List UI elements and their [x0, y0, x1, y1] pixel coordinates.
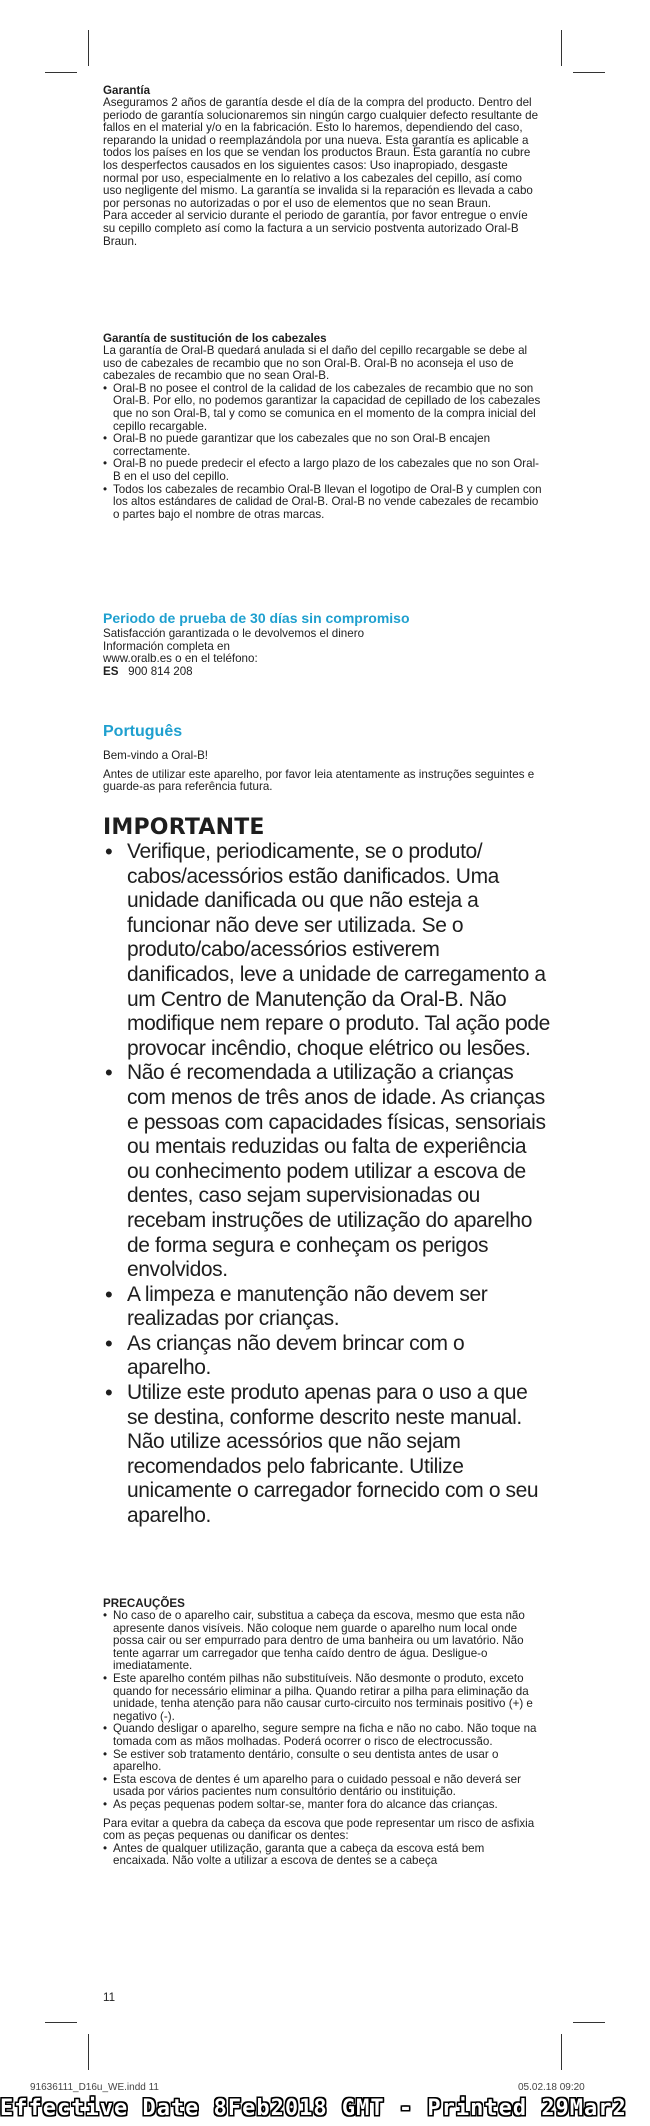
- crop-mark-bottom-left-v: [88, 2034, 89, 2070]
- crop-mark-top-left-v: [88, 30, 89, 66]
- garantia-body: Aseguramos 2 años de garantía desde el día de la compra del producto. Dentro del periodo de garantía solucionaremos sin ningún cargo cualquier defecto resultante de fallos en el material y/o en la fabricación. Esto lo haremos, dependiendo del caso, reparando la unidad o reemplazándola por una nueva. Esta garantía es aplicable a todos los países en los que se vendan los productos Braun. Esta garantía no cubre los desperfectos causados en los siguientes casos: Uso inapropiado, desgaste normal por uso, especialmente en lo relativo a los cabezales del cepillo, así como uso negligente del mismo. La garantía se invalida si la reparación es llevada a cabo por personas no autorizadas o por el uso de elementos que no sean Braun.: [103, 96, 539, 210]
- sustitucion-title: Garantía de sustitución de los cabezales: [103, 332, 327, 345]
- portugues-welcome: Bem-vindo a Oral-B!: [103, 749, 209, 762]
- crop-mark-top-right-v: [561, 30, 562, 66]
- list-item: • No caso de o aparelho cair, substitua a cabeça da escova, mesmo que esta não apresente danos visíveis. Não coloque nem guarde o aparelho num local onde possa cair ou ser empurrado para dentro de uma banheira ou um lavatório. Não tente agarrar um carregador que tenha caído dentro de água. Desligue-o imediatamente.: [103, 1610, 543, 1673]
- list-item: • As peças pequenas podem soltar-se, manter fora do alcance das crianças.: [103, 1799, 543, 1812]
- precaucoes-para: Para evitar a quebra da cabeça da escova que pode representar um risco de asfixia com as peças pequenas ou danificar os dentes:: [103, 1816, 535, 1843]
- crop-mark-top-right-h: [573, 72, 605, 73]
- garantia-body-2: Para acceder al servicio durante el periodo de garantía, por favor entregue o envíe su cepillo completo así como la factura a un servicio postventa autorizado Oral-B Braun.: [103, 209, 528, 248]
- crop-mark-bottom-right-v: [561, 2034, 562, 2070]
- prueba-section: [103, 610, 543, 678]
- precaucoes-list-2: [103, 1843, 543, 1868]
- list-item: • Verifique, periodicamente, se o produto/ cabos/acessórios estão danificados. Uma unidade danificada ou que não esteja a funcionar não deve ser utilizada. Se o produto/cabo/acessórios estiverem danificados, leve a unidade de carregamento a um Centro de Manutenção da Oral-B. Não modifique nem repare o produto. Tal ação pode provocar incêndio, choque elétrico ou lesões.: [103, 840, 551, 1061]
- list-item: • Não é recomendada a utilização a crianças com menos de três anos de idade. As crianças e pessoas com capacidades físicas, sensoriais ou mentais reduzidas ou falta de experiência ou conhecimento podem utilizar a escova de dentes, caso sejam supervisionadas ou recebam instruções de utilização do aparelho de forma segura e conheçam os perigos envolvidos.: [103, 1061, 551, 1282]
- importante-section: [103, 816, 551, 1529]
- sustitucion-section: [103, 332, 543, 521]
- phone-number: 900 814 208: [128, 664, 193, 678]
- print-stamp: Effective Date 8Feb2018 GMT - Printed 29Mar2: [0, 2096, 627, 2121]
- crop-mark-bottom-right-h: [573, 2022, 605, 2023]
- list-item: • Oral-B no posee el control de la calidad de los cabezales de recambio que no son Oral-B. Por ello, no podemos garantizar la capacidad de cepillado de los cabezales que no son Oral-B, tal y como se comunica en el momento de la compra inicial del cepillo recargable.: [103, 383, 543, 433]
- page-number: 11: [103, 1991, 116, 2004]
- list-item: • Oral-B no puede garantizar que los cabezales que no son Oral-B encajen correctamente.: [103, 433, 543, 458]
- portugues-intro: Antes de utilizar este aparelho, por favor leia atentamente as instruções seguintes e guarde-as para referência futura.: [103, 767, 535, 794]
- list-item: • Se estiver sob tratamento dentário, consulte o seu dentista antes de usar o aparelho.: [103, 1749, 543, 1774]
- sustitucion-intro: La garantía de Oral-B quedará anulada si el daño del cepillo recargable se debe al uso de cabezales de recambio que no son Oral-B. Oral-B no aconseja el uso de cabezales de recambio que no sean Oral-B.: [103, 344, 528, 383]
- importante-title: IMPORTANTE: [103, 815, 265, 840]
- portugues-title: Português: [103, 723, 183, 740]
- crop-mark-top-left-h: [45, 72, 77, 73]
- country-code: ES: [103, 664, 119, 678]
- garantia-section: [103, 84, 543, 248]
- prueba-phone-line: [103, 666, 543, 679]
- portugues-section: [103, 723, 543, 794]
- list-item: • Utilize este produto apenas para o uso a que se destina, conforme descrito neste manual. Não utilize acessórios que não sejam recomendados pelo fabricante. Utilize unicamente o carregador fornecido com o seu aparelho.: [103, 1381, 551, 1529]
- list-item: • Todos los cabezales de recambio Oral-B llevan el logotipo de Oral-B y cumplen con los altos estándares de calidad de Oral-B. Oral-B no vende cabezales de recambio o partes bajo el nombre de otras marcas.: [103, 484, 543, 522]
- list-item: • Antes de qualquer utilização, garanta que a cabeça da escova está bem encaixada. Não volte a utilizar a escova de dentes se a cabeça: [103, 1843, 543, 1868]
- sustitucion-list: [103, 383, 543, 522]
- prueba-title: Periodo de prueba de 30 días sin compromiso: [103, 610, 410, 626]
- list-item: • Este aparelho contém pilhas não substituíveis. Não desmonte o produto, exceto quando for necessário eliminar a pilha. Quando retirar a pilha para eliminação da unidade, tenha atenção para não causar curto-circuito nos terminais positivo (+) e negativo (-).: [103, 1673, 543, 1723]
- importante-list: [103, 840, 551, 1529]
- list-item: • Esta escova de dentes é um aparelho para o cuidado pessoal e não deverá ser usada por vários pacientes num consultório dentário ou instituição.: [103, 1774, 543, 1799]
- prueba-line-1: Satisfacción garantizada o le devolvemos el dinero: [103, 627, 365, 640]
- precaucoes-title: PRECAUÇÕES: [103, 1597, 185, 1610]
- footer-date: 05.02.18 09:20: [518, 2082, 585, 2093]
- crop-mark-bottom-left-h: [45, 2022, 77, 2023]
- list-item: • A limpeza e manutenção não devem ser realizadas por crianças.: [103, 1283, 551, 1332]
- precaucoes-section: [103, 1597, 543, 1868]
- garantia-title: Garantía: [103, 84, 151, 97]
- precaucoes-list: [103, 1610, 543, 1812]
- prueba-line-3: www.oralb.es o en el teléfono:: [103, 652, 258, 666]
- list-item: • Quando desligar o aparelho, segure sempre na ficha e não no cabo. Não toque na tomada com as mãos molhadas. Poderá ocorrer o risco de electrocussão.: [103, 1723, 543, 1748]
- prueba-line-2: Información completa en: [103, 639, 230, 653]
- list-item: • As crianças não devem brincar com o aparelho.: [103, 1332, 551, 1381]
- list-item: • Oral-B no puede predecir el efecto a largo plazo de los cabezales que no son Oral-B en el uso del cepillo.: [103, 458, 543, 483]
- footer-file-name: 91636111_D16u_WE.indd 11: [30, 2082, 159, 2093]
